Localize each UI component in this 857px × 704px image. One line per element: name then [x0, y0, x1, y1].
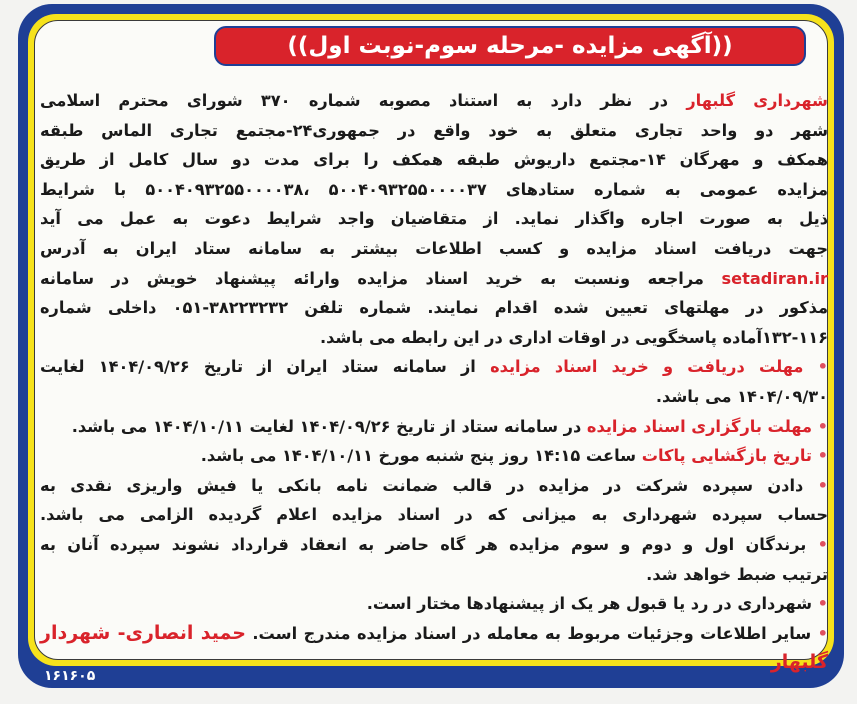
text-line: [40, 145, 828, 175]
text-segment: حساب سپرده شهرداری به میزانی که در اسناد مزایده اعلام گردیده الزامی می باشد.: [40, 505, 828, 525]
text-line: [40, 293, 828, 323]
text-segment: جهت دریافت اسناد مزایده و کسب اطلاعات بیشتر به سامانه ستاد ایران به آدرس: [40, 238, 828, 258]
bullet-icon: •: [806, 534, 828, 554]
highlight-text: تاریخ بازگشایی پاکات: [641, 446, 813, 466]
text-line: [40, 264, 828, 294]
text-segment: در نظر دارد به استناد مصوبه شماره ۳۷۰ شورای محترم اسلامی: [40, 91, 687, 110]
text-line: [40, 352, 828, 382]
text-line: [40, 441, 828, 471]
text-segment: دادن سپرده شرکت در مزایده در قالب ضمانت نامه بانکی یا فیش واریزی نقدی به: [40, 475, 804, 495]
text-line: [40, 412, 828, 442]
text-segment: همکف و مهرگان ۱۴-مجتمع داریوش طبقه همکف را برای مدت دو سال کامل از طریق: [40, 150, 828, 170]
text-segment: ذیل به صورت اجاره واگذار نماید. از متقاضیان واجد شرایط دعوت به عمل می آید: [40, 209, 828, 229]
text-line: [40, 86, 828, 116]
text-line: [40, 323, 828, 353]
highlight-text: مهلت دریافت و خرید اسناد مزایده: [490, 357, 804, 377]
text-segment: ۱۴۰۴/۰۹/۳۰ می باشد.: [655, 386, 828, 406]
text-segment: ساعت ۱۴:۱۵ روز پنج شنبه مورخ ۱۴۰۴/۱۰/۱۱ می باشد.: [200, 446, 642, 466]
text-segment: ترتیب ضبط خواهد شد.: [646, 564, 828, 584]
text-line: [40, 234, 828, 264]
text-segment: ۱۳۲-۱۱۶آماده پاسخگویی در اوقات اداری در این رابطه می باشد.: [319, 327, 828, 347]
text-segment: سایر اطلاعات وجزئیات مربوط به معامله در اسناد مزایده مندرج است.: [245, 623, 812, 643]
text-segment: برندگان اول و دوم و سوم مزایده هر گاه حاضر به انعقاد قرارداد نشوند سپرده آنان به: [40, 534, 807, 554]
signature: حمید انصاری- شهردار گلبهار: [40, 621, 828, 674]
bullet-icon: •: [803, 475, 829, 495]
highlight-text: شهرداری گلبهار: [686, 91, 828, 110]
text-segment: شهر دو واحد تجاری متعلق به خود واقع در جمهوری۲۴-مجتمع تجاری الماس طبقه: [40, 120, 828, 140]
text-line: [40, 471, 828, 501]
text-segment: در سامانه ستاد از تاریخ ۱۴۰۴/۰۹/۲۶ لغایت ۱۴۰۴/۱۰/۱۱ می باشد.: [71, 416, 587, 436]
text-segment: از سامانه ستاد ایران از تاریخ ۱۴۰۴/۰۹/۲۶ لغایت: [40, 357, 491, 377]
text-line: [40, 589, 828, 619]
text-line: [40, 560, 828, 590]
bullet-icon: •: [812, 416, 828, 436]
ad-body-text: [40, 86, 829, 674]
text-line: [40, 382, 828, 412]
bullet-icon: •: [812, 594, 828, 614]
bullet-icon: •: [812, 446, 828, 466]
highlight-text: مهلت بارگزاری اسناد مزایده: [586, 416, 813, 436]
ad-title-banner: ((آگهی مزایده -مرحله سوم-نوبت اول)): [214, 26, 806, 66]
text-line: [40, 116, 828, 146]
bullet-icon: •: [811, 623, 829, 643]
highlight-text: setadiran.ir: [721, 268, 828, 288]
text-segment: شهرداری در رد یا قبول هر یک از پیشنهادها مختار است.: [366, 594, 813, 614]
ad-code: ۱۶۱۶۰۵: [44, 668, 96, 684]
text-line: [40, 619, 829, 674]
text-line: [40, 530, 828, 560]
text-segment: مذکور در مهلتهای تعیین شده اقدام نمایند. شماره تلفن ۳۸۲۲۳۲۳۲-۰۵۱ داخلی شماره: [40, 298, 828, 318]
text-segment: مزایده عمومی به شماره ستادهای ۵۰۰۴۰۹۳۲۵۵۰۰۰۰۳۷ ،۵۰۰۴۰۹۳۲۵۵۰۰۰۰۳۸ با شرایط: [40, 179, 828, 199]
text-line: [40, 500, 828, 530]
bullet-icon: •: [803, 357, 829, 377]
text-line: [40, 204, 828, 234]
text-line: [40, 175, 828, 205]
text-segment: مراجعه ونسبت به خرید اسناد مزایده وارائه پیشنهاد خویش در سامانه: [40, 268, 722, 288]
